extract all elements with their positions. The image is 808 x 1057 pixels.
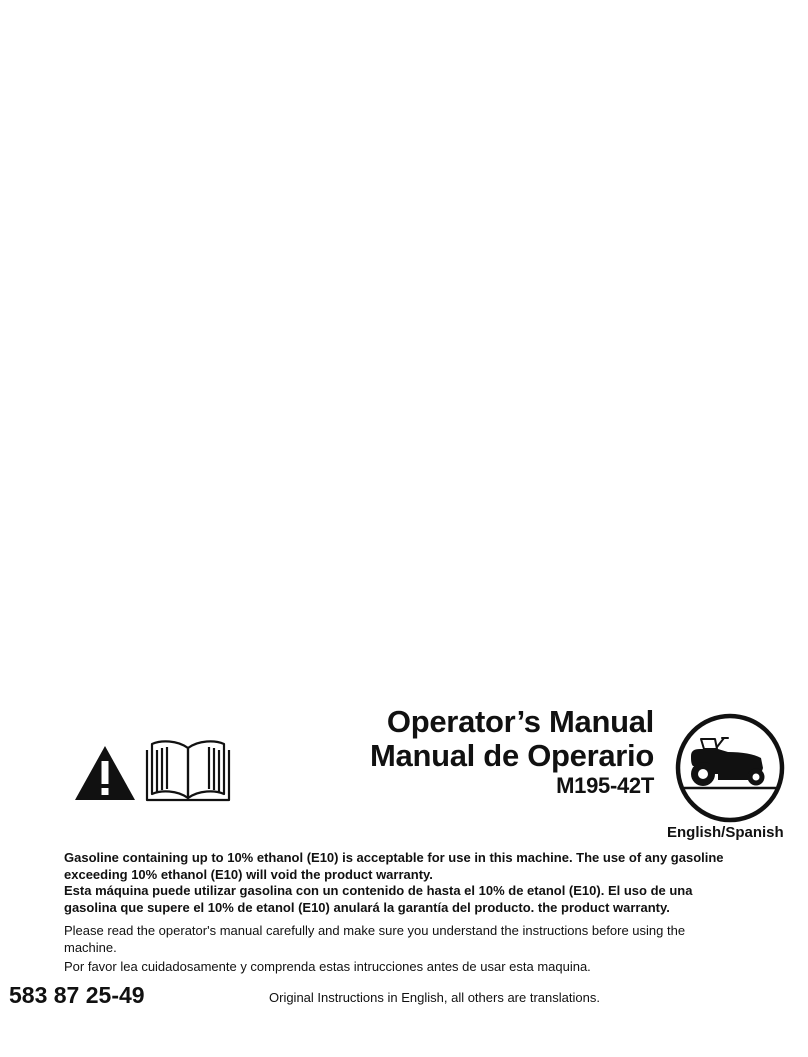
model-number: M195-42T <box>556 773 654 798</box>
read-manual-english: Please read the operator's manual carefully and make sure you understand the instructions before using the machine. <box>64 923 686 955</box>
translation-note: Original Instructions in English, all others are translations. <box>269 990 600 1005</box>
ethanol-notice-english: Gasoline containing up to 10% ethanol (E10) is acceptable for use in this machine. The use of any gasoline exceeding 10% ethanol (E10) will void the product warranty. <box>64 850 724 882</box>
open-book-icon <box>143 738 233 802</box>
riding-mower-icon <box>674 712 786 824</box>
warning-triangle-icon <box>73 744 137 802</box>
manual-title-spanish: Manual de Operario <box>370 738 654 773</box>
read-manual-spanish: Por favor lea cuidadosamente y comprenda estas intrucciones antes de usar esta maquina. <box>64 959 591 974</box>
manual-title-english: Operator’s Manual <box>386 704 654 739</box>
ethanol-notice-spanish: Esta máquina puede utilizar gasolina con un contenido de hasta el 10% de etanol (E10). El uso de una gasolina que supere el 10% de etanol (E10) anulará la garantía del producto. the product warranty. <box>64 883 693 915</box>
part-number: 583 87 25-49 <box>9 982 145 1008</box>
language-label: English/Spanish <box>667 824 784 841</box>
